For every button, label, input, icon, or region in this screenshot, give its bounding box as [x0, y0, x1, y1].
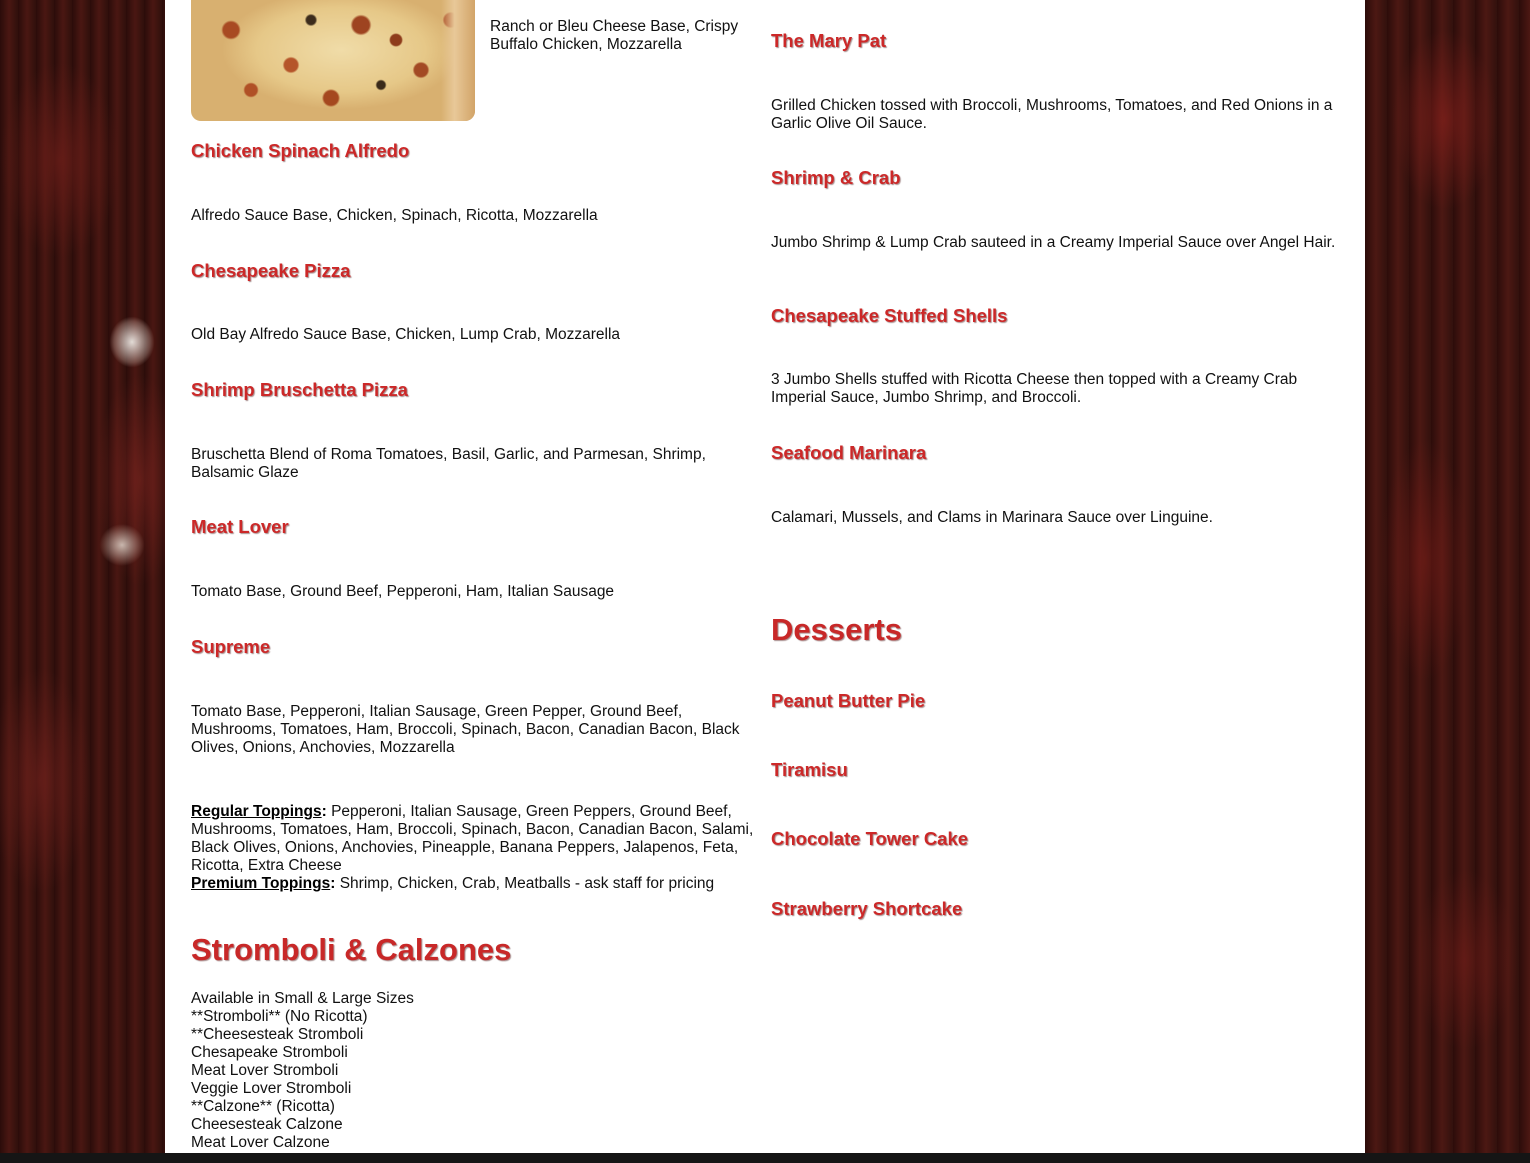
- premium-toppings-label: Premium Toppings: [191, 875, 331, 892]
- pizza-crust: [441, 0, 475, 121]
- item-title-shrimp-bruschetta-pizza: Shrimp Bruschetta Pizza: [191, 379, 408, 400]
- stromboli-line: **Stromboli** (No Ricotta): [191, 1008, 368, 1025]
- stromboli-line: Chesapeake Stromboli: [191, 1044, 348, 1061]
- premium-toppings-list: Shrimp, Chicken, Crab, Meatballs - ask staff for pricing: [335, 875, 715, 892]
- stromboli-line: **Cheesesteak Stromboli: [191, 1026, 364, 1043]
- stromboli-line: Meat Lover Calzone: [191, 1134, 330, 1151]
- stromboli-line: Veggie Lover Stromboli: [191, 1080, 352, 1097]
- item-title-chesapeake-pizza: Chesapeake Pizza: [191, 260, 351, 281]
- dessert-item: Chocolate Tower Cake: [771, 828, 969, 849]
- item-title-meat-lover: Meat Lover: [191, 516, 289, 537]
- item-description-chicken-spinach-alfredo: Alfredo Sauce Base, Chicken, Spinach, Ricotta, Mozzarella: [191, 207, 598, 224]
- item-description-the-mary-pat: Grilled Chicken tossed with Broccoli, Mushrooms, Tomatoes, and Red Onions in a Garlic Olive Oil Sauce.: [771, 97, 1333, 132]
- dessert-item: Peanut Butter Pie: [771, 690, 926, 711]
- item-description-shrimp-bruschetta-pizza: Bruschetta Blend of Roma Tomatoes, Basil, Garlic, and Parmesan, Shrimp, Balsamic Glaze: [191, 446, 706, 481]
- item-description-shrimp-crab: Jumbo Shrimp & Lump Crab sauteed in a Creamy Imperial Sauce over Angel Hair.: [771, 234, 1336, 251]
- background-left: [0, 0, 165, 1163]
- stromboli-line: Meat Lover Stromboli: [191, 1062, 339, 1079]
- premium-toppings-colon: :: [330, 875, 336, 892]
- dessert-item: Strawberry Shortcake: [771, 898, 963, 919]
- regular-toppings: [191, 803, 763, 875]
- item-title-the-mary-pat: The Mary Pat: [771, 30, 887, 51]
- regular-toppings-colon: :: [321, 803, 327, 820]
- item-title-chesapeake-stuffed-shells: Chesapeake Stuffed Shells: [771, 305, 1008, 326]
- item-description-meat-lover: Tomato Base, Ground Beef, Pepperoni, Ham, Italian Sausage: [191, 583, 615, 600]
- stromboli-list: [191, 990, 763, 1152]
- dessert-item: Tiramisu: [771, 759, 848, 780]
- regular-toppings-list: Pepperoni, Italian Sausage, Green Peppers, Ground Beef, Mushrooms, Tomatoes, Ham, Broccoli, Spinach, Bacon, Canadian Bacon, Salami, Black Olives, Onions, Anchovies, Pineapple, Banana Peppers, Jalapenos, Feta, Ricotta, Extra Cheese: [191, 803, 754, 874]
- background-right: [1365, 0, 1530, 1163]
- section-title-stromboli-calzones: Stromboli & Calzones: [191, 932, 512, 967]
- item-description-chesapeake-pizza: Old Bay Alfredo Sauce Base, Chicken, Lump Crab, Mozzarella: [191, 326, 621, 343]
- regular-toppings-label: Regular Toppings: [191, 803, 322, 820]
- bottom-bar: [0, 1153, 1530, 1163]
- premium-toppings: [191, 875, 763, 893]
- item-title-shrimp-crab: Shrimp & Crab: [771, 167, 901, 188]
- item-description-seafood-marinara: Calamari, Mussels, and Clams in Marinara Sauce over Linguine.: [771, 509, 1213, 526]
- section-title-desserts: Desserts: [771, 612, 902, 647]
- stromboli-line: Cheesesteak Calzone: [191, 1116, 343, 1133]
- item-title-chicken-spinach-alfredo: Chicken Spinach Alfredo: [191, 140, 410, 161]
- item-description-chesapeake-stuffed-shells: 3 Jumbo Shells stuffed with Ricotta Cheese then topped with a Creamy Crab Imperial Sauce, Jumbo Shrimp, and Broccoli.: [771, 371, 1298, 406]
- stromboli-line: **Calzone** (Ricotta): [191, 1098, 335, 1115]
- item-title-supreme: Supreme: [191, 636, 271, 657]
- item-description-supreme: Tomato Base, Pepperoni, Italian Sausage, Green Pepper, Ground Beef, Mushrooms, Tomatoes, Ham, Broccoli, Spinach, Bacon, Canadian Bacon, Black Olives, Onions, Anchovies, Mozzarella: [191, 703, 740, 756]
- stromboli-line: Available in Small & Large Sizes: [191, 990, 414, 1007]
- pizza-photo: [191, 0, 475, 121]
- buffalo-pizza-description: Ranch or Bleu Cheese Base, Crispy Buffalo Chicken, Mozzarella: [490, 18, 739, 53]
- item-title-seafood-marinara: Seafood Marinara: [771, 442, 927, 463]
- menu-page: [165, 0, 1365, 1153]
